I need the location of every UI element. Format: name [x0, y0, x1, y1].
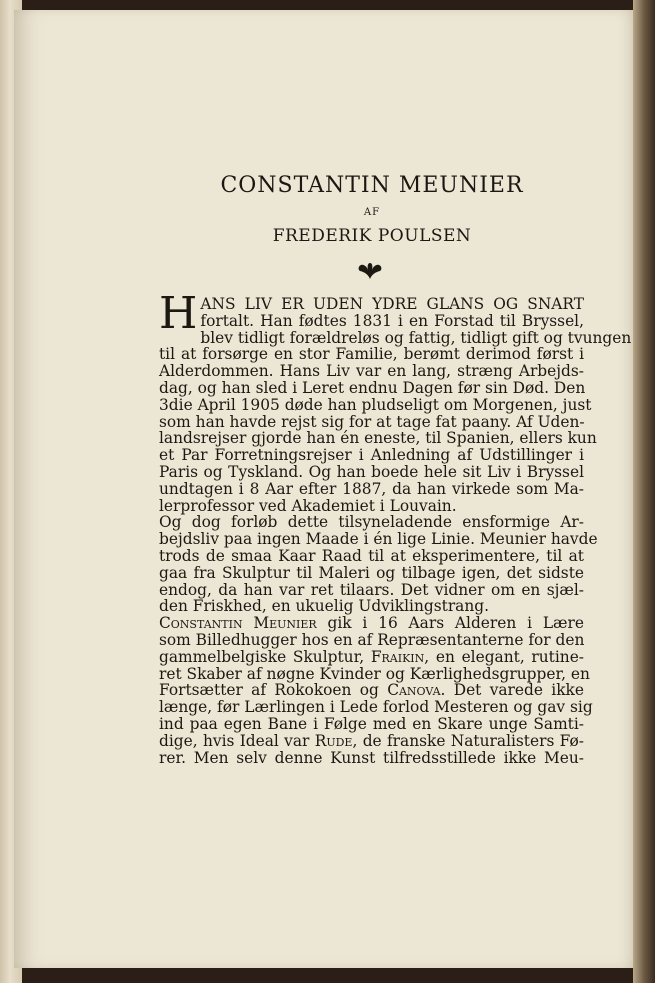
- fleuron-icon: [358, 262, 382, 280]
- byline-af: AF: [363, 207, 381, 218]
- article-body: [159, 288, 632, 767]
- text-line: Alderdommen. Hans Liv var en lang, stræng Arbejds-: [159, 362, 584, 381]
- text-span: dige, hvis Ideal var: [159, 731, 315, 750]
- text-span: , en elegant, rutine-: [424, 647, 585, 666]
- text-line: landsrejser gjorde han én eneste, til Spanien, ellers kun: [159, 429, 597, 448]
- person-name: Canova: [387, 681, 441, 700]
- text-line: længe, før Lærlingen i Lede forlod Mesteren og gav sig: [159, 698, 593, 717]
- text-line: bejdsliv paa ingen Maade i én lige Linie. Meunier havde: [159, 530, 598, 549]
- text-line: [159, 682, 584, 699]
- text-line: et Par Forretningsrejser i Anledning af Udstillinger i: [159, 446, 584, 465]
- person-name: Rude: [314, 731, 353, 750]
- text-span: , de franske Naturalisters Fø-: [352, 731, 584, 750]
- author-name: FREDERIK POULSEN: [272, 226, 472, 246]
- page-edge: [633, 0, 655, 983]
- text-span: gammelbelgiske Skulptur,: [159, 647, 371, 666]
- text-span: . Det varede ikke: [440, 681, 584, 700]
- text-line: som han havde rejst sig for at tage fat paany. Af Uden-: [159, 412, 585, 431]
- text-line: ret Skaber af nøgne Kvinder og Kærlighedsgrupper, en: [159, 664, 590, 683]
- person-name: Constantin Meunier: [159, 614, 317, 633]
- text-line: lerprofessor ved Akademiet i Louvain.: [159, 496, 457, 515]
- text-span: gik i 16 Aars Alderen i Lære: [316, 614, 584, 633]
- text-line: fortalt. Han fødtes 1831 i en Forstad til Bryssel,: [200, 311, 584, 330]
- text-line: dag, og han sled i Leret endnu Dagen før sin Død. Den: [159, 378, 586, 397]
- text-line: til at forsørge en stor Familie, berømt derimod først i: [159, 345, 584, 364]
- text-span: Fortsætter af Rokokoen og: [159, 681, 388, 700]
- article-title: CONSTANTIN MEUNIER: [220, 173, 524, 198]
- text-line: 3die April 1905 døde han pludseligt om Morgenen, just: [159, 395, 592, 414]
- text-line: ANS LIV ER UDEN YDRE GLANS OG SNART: [200, 295, 584, 313]
- text-line: undtagen i 8 Aar efter 1887, da han virkede som Ma-: [159, 479, 584, 498]
- paragraph-3: [159, 614, 593, 767]
- person-name: Fraikin: [370, 647, 425, 666]
- text-line: ind paa egen Bane i Følge med en Skare unge Samti-: [159, 714, 584, 733]
- text-line: gaa fra Skulptur til Maleri og tilbage igen, det sidste: [159, 563, 584, 582]
- text-line: den Friskhed, en ukuelig Udviklingstrang.: [159, 597, 490, 616]
- text-line: endog, da han var ret tilaars. Det vidner om en sjæl-: [159, 580, 584, 599]
- text-line: [159, 649, 584, 666]
- text-line: Og dog forløb dette tilsyneladende ensformige Ar-: [159, 513, 584, 532]
- text-line: [159, 733, 584, 750]
- drop-cap: H: [159, 288, 198, 339]
- paragraph-1: [159, 288, 632, 515]
- text-line: som Billedhugger hos en af Repræsentanterne for den: [159, 630, 585, 649]
- paragraph-2: [159, 513, 598, 616]
- text-line: rer. Men selv denne Kunst tilfredsstillede ikke Meu-: [159, 748, 584, 767]
- text-line: blev tidligt forældreløs og fattig, tidligt gift og tvungen: [200, 328, 632, 347]
- text-line: trods de smaa Kaar Raad til at eksperimentere, til at: [159, 546, 584, 565]
- text-line: [159, 615, 584, 632]
- text-line: Paris og Tyskland. Og han boede hele sit Liv i Bryssel: [159, 462, 584, 481]
